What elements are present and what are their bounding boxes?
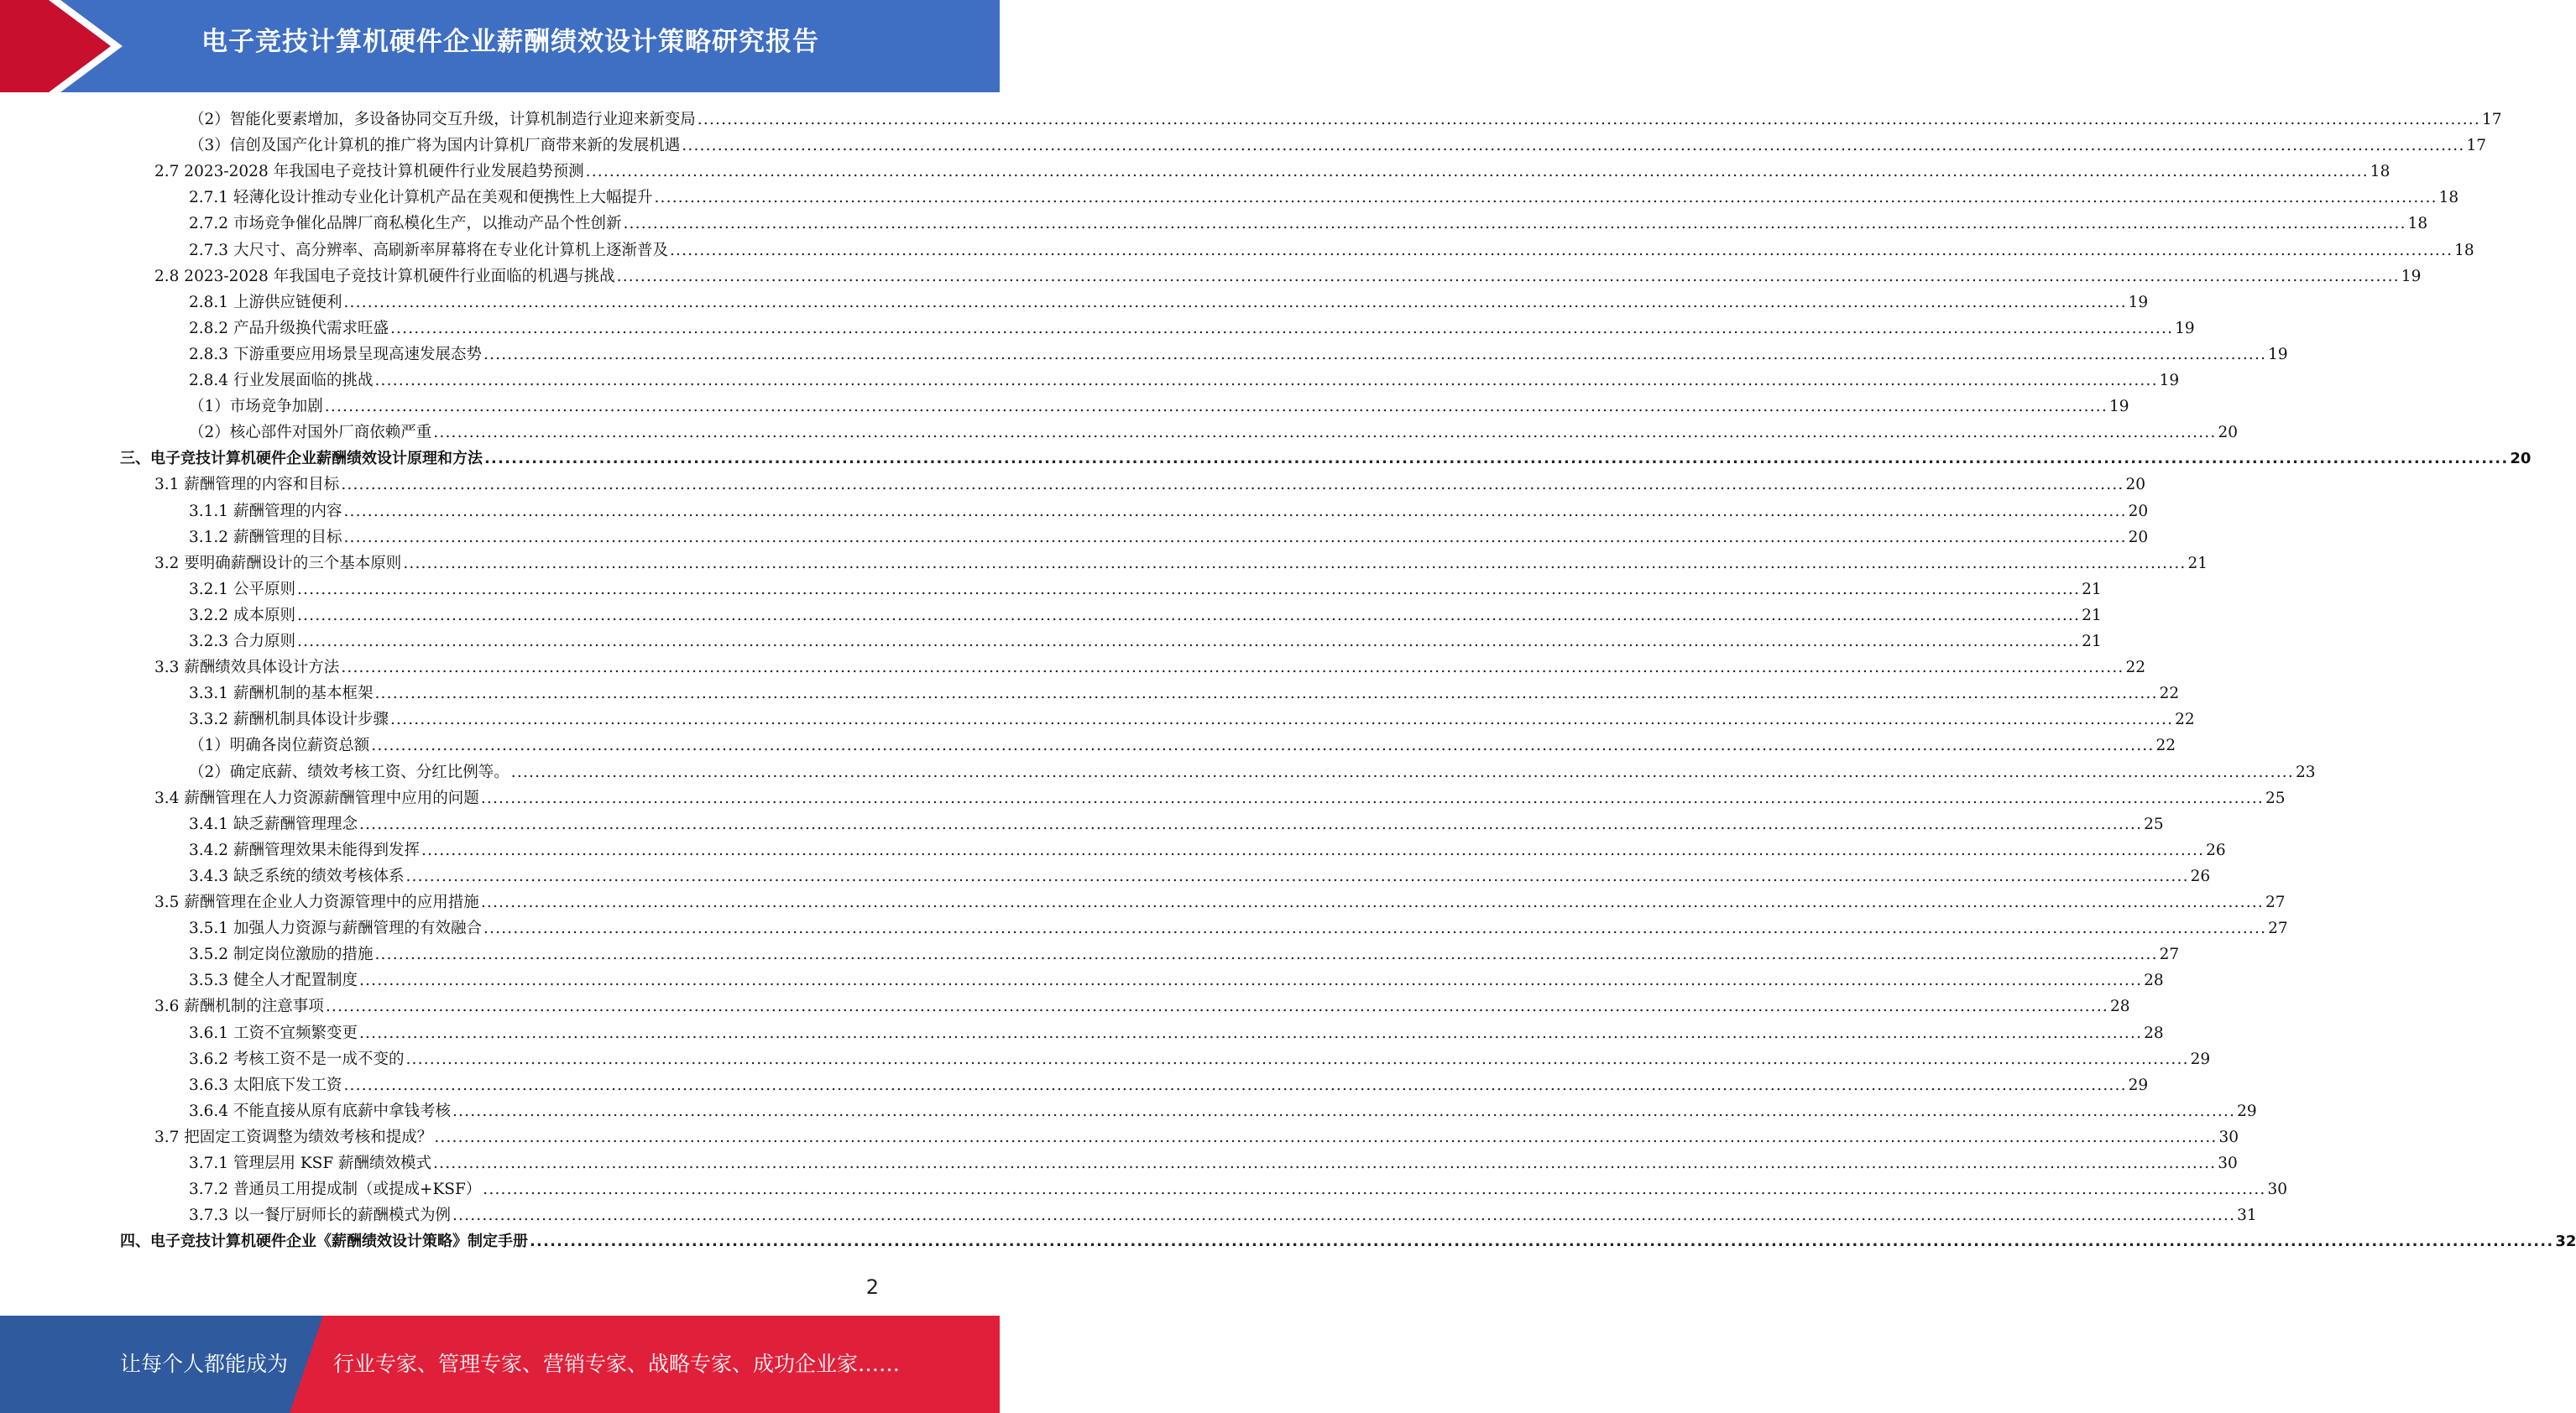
toc-entry-title: 3.5.3 健全人才配置制度 [189, 972, 358, 990]
toc-entry-page: 18 [2407, 215, 2428, 233]
toc-leader-dots: ............................................................................................................................................................................................................................................................................................................ [697, 111, 2480, 128]
toc-leader-dots: ............................................................................................................................................................................................................................................................................................................ [358, 1024, 2143, 1042]
toc-entry[interactable] [189, 1020, 2164, 1046]
toc-entry-title: 四、电子竞技计算机硬件企业《薪酬绩效设计策略》制定手册 [120, 1233, 528, 1251]
footer-slogan-right: 行业专家、管理专家、营销专家、战略专家、成功企业家…… [333, 1352, 901, 1376]
toc-entry[interactable] [189, 1046, 2211, 1072]
toc-entry-page: 19 [2401, 267, 2422, 285]
toc-entry-title: （1）明确各岗位薪资总额 [189, 737, 370, 755]
toc-entry[interactable] [189, 1202, 2257, 1228]
toc-entry[interactable] [189, 1150, 2238, 1176]
toc-entry[interactable] [189, 368, 2180, 394]
toc-leader-dots: ............................................................................................................................................................................................................................................................................................................ [405, 867, 2189, 885]
toc-entry[interactable] [154, 654, 2146, 680]
toc-leader-dots: ............................................................................................................................................................................................................................................................................................................ [374, 946, 2158, 964]
toc-entry-title: 3.5.2 制定岗位激励的措施 [189, 946, 374, 964]
toc-entry-title: 3.4.1 缺乏薪酬管理理念 [189, 815, 358, 833]
toc-entry[interactable] [154, 1124, 2239, 1150]
report-title: 电子竞技计算机硬件企业薪酬绩效设计策略研究报告 [201, 27, 819, 57]
toc-entry[interactable] [189, 628, 2102, 654]
toc-entry[interactable] [189, 394, 2129, 420]
toc-entry-title: （2）核心部件对国外厂商依赖严重 [189, 424, 432, 442]
toc-entry-page: 25 [2144, 815, 2164, 833]
toc-entry[interactable] [189, 706, 2195, 733]
toc-entry-page: 23 [2295, 763, 2316, 781]
toc-entry[interactable] [189, 342, 2288, 368]
toc-entry[interactable] [154, 993, 2130, 1019]
toc-entry[interactable] [189, 1072, 2149, 1098]
toc-entry-page: 26 [2206, 841, 2226, 859]
toc-entry[interactable] [189, 237, 2474, 263]
toc-leader-dots: ............................................................................................................................................................................................................................................................................................................ [341, 476, 2124, 494]
toc-entry[interactable] [154, 159, 2391, 185]
toc-entry-page: 20 [2510, 450, 2532, 468]
toc-entry-page: 31 [2237, 1207, 2257, 1225]
toc-entry[interactable] [189, 837, 2226, 863]
toc-leader-dots: ............................................................................................................................................................................................................................................................................................................ [324, 398, 2108, 416]
toc-entry-page: 30 [2267, 1181, 2288, 1199]
toc-entry-title: 3.1 薪酬管理的内容和目标 [154, 476, 340, 494]
toc-entry[interactable] [154, 785, 2286, 811]
toc-entry[interactable] [189, 915, 2288, 941]
toc-leader-dots: ............................................................................................................................................................................................................................................................................................................ [343, 502, 2127, 520]
toc-entry-page: 20 [2128, 528, 2149, 546]
toc-leader-dots: ............................................................................................................................................................................................................................................................................................................ [296, 606, 2081, 624]
toc-entry-page: 21 [2082, 633, 2102, 650]
toc-leader-dots: ............................................................................................................................................................................................................................................................................................................ [654, 189, 2438, 207]
toc-entry-title: （3）信创及国产化计算机的推广将为国内计算机厂商带来新的发展机遇 [189, 137, 681, 155]
toc-leader-dots: ............................................................................................................................................................................................................................................................................................................ [484, 450, 2509, 468]
toc-leader-dots: ............................................................................................................................................................................................................................................................................................................ [616, 267, 2400, 285]
toc-entry-page: 26 [2190, 867, 2211, 885]
toc-entry-page: 20 [2218, 424, 2239, 442]
toc-entry-page: 32 [2555, 1233, 2576, 1251]
toc-entry-title: 3.2.1 公平原则 [189, 580, 295, 598]
toc-entry[interactable] [189, 185, 2459, 211]
toc-entry-page: 27 [2159, 946, 2180, 964]
toc-entry-title: 3.6 薪酬机制的注意事项 [154, 998, 324, 1016]
toc-entry[interactable] [189, 863, 2211, 889]
toc-entry-page: 28 [2144, 972, 2164, 990]
toc-entry[interactable] [189, 420, 2239, 446]
toc-leader-dots: ............................................................................................................................................................................................................................................................................................................ [403, 554, 2187, 572]
toc-entry-title: 3.2.2 成本原则 [189, 606, 295, 624]
toc-entry-title: 3.6.3 太阳底下发工资 [189, 1076, 342, 1094]
toc-entry-title: 3.6.2 考核工资不是一成不变的 [189, 1050, 405, 1068]
toc-entry[interactable] [189, 315, 2195, 342]
toc-entry[interactable] [189, 733, 2176, 759]
toc-entry[interactable] [154, 472, 2146, 498]
toc-entry-title: 3.6.1 工资不宜频繁变更 [189, 1024, 358, 1042]
toc-leader-dots: ............................................................................................................................................................................................................................................................................................................ [483, 920, 2267, 938]
header-red-chevron [0, 0, 126, 92]
toc-entry-page: 25 [2265, 789, 2286, 807]
toc-entry[interactable] [189, 759, 2316, 785]
toc-entry[interactable] [189, 576, 2102, 602]
toc-entry[interactable] [189, 1176, 2288, 1202]
toc-leader-dots: ............................................................................................................................................................................................................................................................................................................ [374, 372, 2158, 389]
toc-leader-dots: ............................................................................................................................................................................................................................................................................................................ [358, 815, 2143, 833]
toc-entry-title: （2）确定底薪、绩效考核工资、分红比例等。 [189, 763, 509, 781]
toc-entry-title: 3.4.3 缺乏系统的绩效考核体系 [189, 867, 405, 885]
toc-entry-page: 19 [2128, 293, 2149, 311]
toc-leader-dots: ............................................................................................................................................................................................................................................................................................................ [669, 241, 2453, 259]
toc-entry[interactable] [189, 602, 2102, 628]
toc-leader-dots: ............................................................................................................................................................................................................................................................................................................ [341, 659, 2124, 677]
toc-leader-dots: ............................................................................................................................................................................................................................................................................................................ [421, 841, 2205, 859]
toc-entry[interactable] [189, 941, 2180, 967]
toc-leader-dots: ............................................................................................................................................................................................................................................................................................................ [480, 789, 2264, 807]
toc-leader-dots: ............................................................................................................................................................................................................................................................................................................ [483, 345, 2267, 363]
toc-entry-title: 2.8 2023-2028 年我国电子竞技计算机硬件行业面临的机遇与挑战 [154, 267, 615, 285]
toc-entry-title: 3.4 薪酬管理在人力资源薪酬管理中应用的问题 [154, 789, 479, 807]
toc-leader-dots: ............................................................................................................................................................................................................................................................................................................ [434, 1128, 2218, 1146]
toc-leader-dots: ............................................................................................................................................................................................................................................................................................................ [389, 319, 2174, 337]
toc-leader-dots: ............................................................................................................................................................................................................................................................................................................ [296, 633, 2081, 650]
toc-entry-page: 18 [2370, 163, 2391, 181]
toc-entry-page: 18 [2438, 189, 2459, 207]
toc-entry-title: 2.7.3 大尺寸、高分辨率、高刷新率屏幕将在专业化计算机上逐渐普及 [189, 241, 668, 259]
toc-entry[interactable] [154, 263, 2422, 289]
toc-leader-dots: ............................................................................................................................................................................................................................................................................................................ [343, 1076, 2127, 1094]
toc-leader-dots: ............................................................................................................................................................................................................................................................................................................ [358, 972, 2143, 990]
toc-entry-title: 3.2.3 合力原则 [189, 633, 295, 650]
toc-entry-page: 21 [2187, 554, 2208, 572]
toc-leader-dots: ............................................................................................................................................................................................................................................................................................................ [325, 998, 2108, 1016]
toc-entry[interactable] [189, 107, 2502, 133]
toc-entry-title: 2.7 2023-2028 年我国电子竞技计算机硬件行业发展趋势预测 [154, 163, 584, 181]
toc-entry-title: 3.1.2 薪酬管理的目标 [189, 528, 342, 546]
toc-leader-dots: ............................................................................................................................................................................................................................................................................................................ [343, 528, 2127, 546]
toc-entry-page: 21 [2082, 580, 2102, 598]
toc-entry-page: 22 [2125, 659, 2146, 677]
toc-entry-title: 3.7 把固定工资调整为绩效考核和提成？ [154, 1128, 433, 1146]
toc-leader-dots: ............................................................................................................................................................................................................................................................................................................ [483, 1181, 2266, 1199]
toc-entry[interactable] [189, 289, 2149, 315]
page-number: 2 [865, 1275, 879, 1299]
toc-entry-page: 22 [2159, 685, 2180, 703]
toc-entry-page: 19 [2175, 319, 2195, 337]
toc-leader-dots: ............................................................................................................................................................................................................................................................................................................ [374, 685, 2158, 703]
toc-entry-page: 29 [2237, 1102, 2257, 1120]
toc-entry[interactable] [189, 811, 2164, 837]
toc-entry-title: 3.2 要明确薪酬设计的三个基本原则 [154, 554, 402, 572]
toc-entry-title: 三、电子竞技计算机硬件企业薪酬绩效设计原理和方法 [120, 450, 483, 468]
toc-entry-page: 20 [2125, 476, 2146, 494]
toc-leader-dots: ............................................................................................................................................................................................................................................................................................................ [296, 580, 2081, 598]
toc-leader-dots: ............................................................................................................................................................................................................................................................................................................ [530, 1233, 2554, 1251]
toc-entry-title: 2.7.2 市场竞争催化品牌厂商私模化生产，以推动产品个性创新 [189, 215, 622, 233]
header-band [0, 0, 1000, 92]
toc-entry[interactable] [154, 550, 2208, 576]
toc-entry[interactable] [189, 498, 2149, 524]
toc-entry[interactable] [120, 446, 2532, 472]
toc-entry[interactable] [189, 211, 2428, 237]
toc-entry-page: 27 [2265, 894, 2286, 911]
toc-leader-dots: ............................................................................................................................................................................................................................................................................................................ [433, 1155, 2217, 1172]
toc-entry-page: 30 [2218, 1128, 2239, 1146]
toc-entry-page: 17 [2466, 137, 2487, 155]
toc-entry-title: 3.7.3 以一餐厅厨师长的薪酬模式为例 [189, 1207, 451, 1225]
toc-entry-title: 3.4.2 薪酬管理效果未能得到发挥 [189, 841, 420, 859]
toc-entry-page: 18 [2454, 241, 2474, 259]
toc-entry-page: 22 [2155, 737, 2176, 755]
toc-entry-page: 17 [2481, 111, 2502, 128]
toc-leader-dots: ............................................................................................................................................................................................................................................................................................................ [510, 763, 2294, 781]
toc-entry-title: 2.8.3 下游重要应用场景呈现高速发展态势 [189, 345, 482, 363]
footer-slogan-left: 让每个人都能成为 [120, 1352, 289, 1376]
toc-entry-page: 19 [2108, 398, 2129, 416]
toc-entry[interactable] [189, 967, 2164, 993]
toc-entry-title: 3.3.1 薪酬机制的基本框架 [189, 685, 374, 703]
toc-entry-title: （2）智能化要素增加，多设备协同交互升级，计算机制造行业迎来新变局 [189, 111, 696, 128]
toc-leader-dots: ............................................................................................................................................................................................................................................................................................................ [480, 894, 2264, 911]
toc-entry-page: 30 [2218, 1155, 2238, 1172]
toc-entry[interactable] [189, 133, 2487, 159]
toc-entry-page: 28 [2144, 1024, 2164, 1042]
toc-entry-page: 27 [2268, 920, 2288, 938]
toc-entry-title: 3.3 薪酬绩效具体设计方法 [154, 659, 340, 677]
toc-leader-dots: ............................................................................................................................................................................................................................................................................................................ [623, 215, 2406, 233]
toc-entry-title: 3.7.2 普通员工用提成制（或提成+KSF） [189, 1181, 482, 1199]
toc-entry-title: 2.8.1 上游供应链便利 [189, 293, 342, 311]
toc-entry-title: 2.8.2 产品升级换代需求旺盛 [189, 319, 389, 337]
toc-leader-dots: ............................................................................................................................................................................................................................................................................................................ [433, 424, 2217, 442]
toc-entry-page: 19 [2159, 372, 2180, 389]
toc-entry-title: 3.6.4 不能直接从原有底薪中拿钱考核 [189, 1102, 451, 1120]
toc-leader-dots: ............................................................................................................................................................................................................................................................................................................ [452, 1207, 2236, 1225]
toc-leader-dots: ............................................................................................................................................................................................................................................................................................................ [452, 1102, 2236, 1120]
toc-entry-title: 3.5 薪酬管理在企业人力资源管理中的应用措施 [154, 894, 479, 911]
toc-entry-page: 28 [2110, 998, 2130, 1016]
toc-leader-dots: ............................................................................................................................................................................................................................................................................................................ [585, 163, 2369, 181]
toc-entry[interactable] [154, 889, 2286, 915]
toc-entry-title: 3.3.2 薪酬机制具体设计步骤 [189, 711, 389, 729]
toc-entry-page: 22 [2175, 711, 2195, 729]
toc-entry[interactable] [189, 1098, 2257, 1124]
toc-entry-title: 3.1.1 薪酬管理的内容 [189, 502, 342, 520]
toc-entry-page: 21 [2082, 606, 2102, 624]
toc-leader-dots: ............................................................................................................................................................................................................................................................................................................ [371, 737, 2155, 755]
toc-entry-title: 3.7.1 管理层用 KSF 薪酬绩效模式 [189, 1155, 432, 1172]
toc-entry-page: 29 [2190, 1050, 2211, 1068]
toc-leader-dots: ............................................................................................................................................................................................................................................................................................................ [405, 1050, 2189, 1068]
toc-entry-page: 19 [2268, 345, 2288, 363]
toc-leader-dots: ............................................................................................................................................................................................................................................................................................................ [389, 711, 2174, 729]
toc-leader-dots: ............................................................................................................................................................................................................................................................................................................ [343, 293, 2127, 311]
toc-entry[interactable] [189, 680, 2180, 706]
toc-entry-title: 2.7.1 轻薄化设计推动专业化计算机产品在美观和便携性上大幅提升 [189, 189, 653, 207]
toc-entry-page: 29 [2128, 1076, 2149, 1094]
toc-entry-page: 20 [2128, 502, 2149, 520]
toc-entry-title: （1）市场竞争加剧 [189, 398, 323, 416]
toc-entry[interactable] [189, 524, 2149, 550]
toc-entry-title: 2.8.4 行业发展面临的挑战 [189, 372, 374, 389]
toc-entry[interactable] [120, 1228, 2576, 1254]
toc-leader-dots: ............................................................................................................................................................................................................................................................................................................ [682, 137, 2465, 155]
toc-entry-title: 3.5.1 加强人力资源与薪酬管理的有效融合 [189, 920, 482, 938]
